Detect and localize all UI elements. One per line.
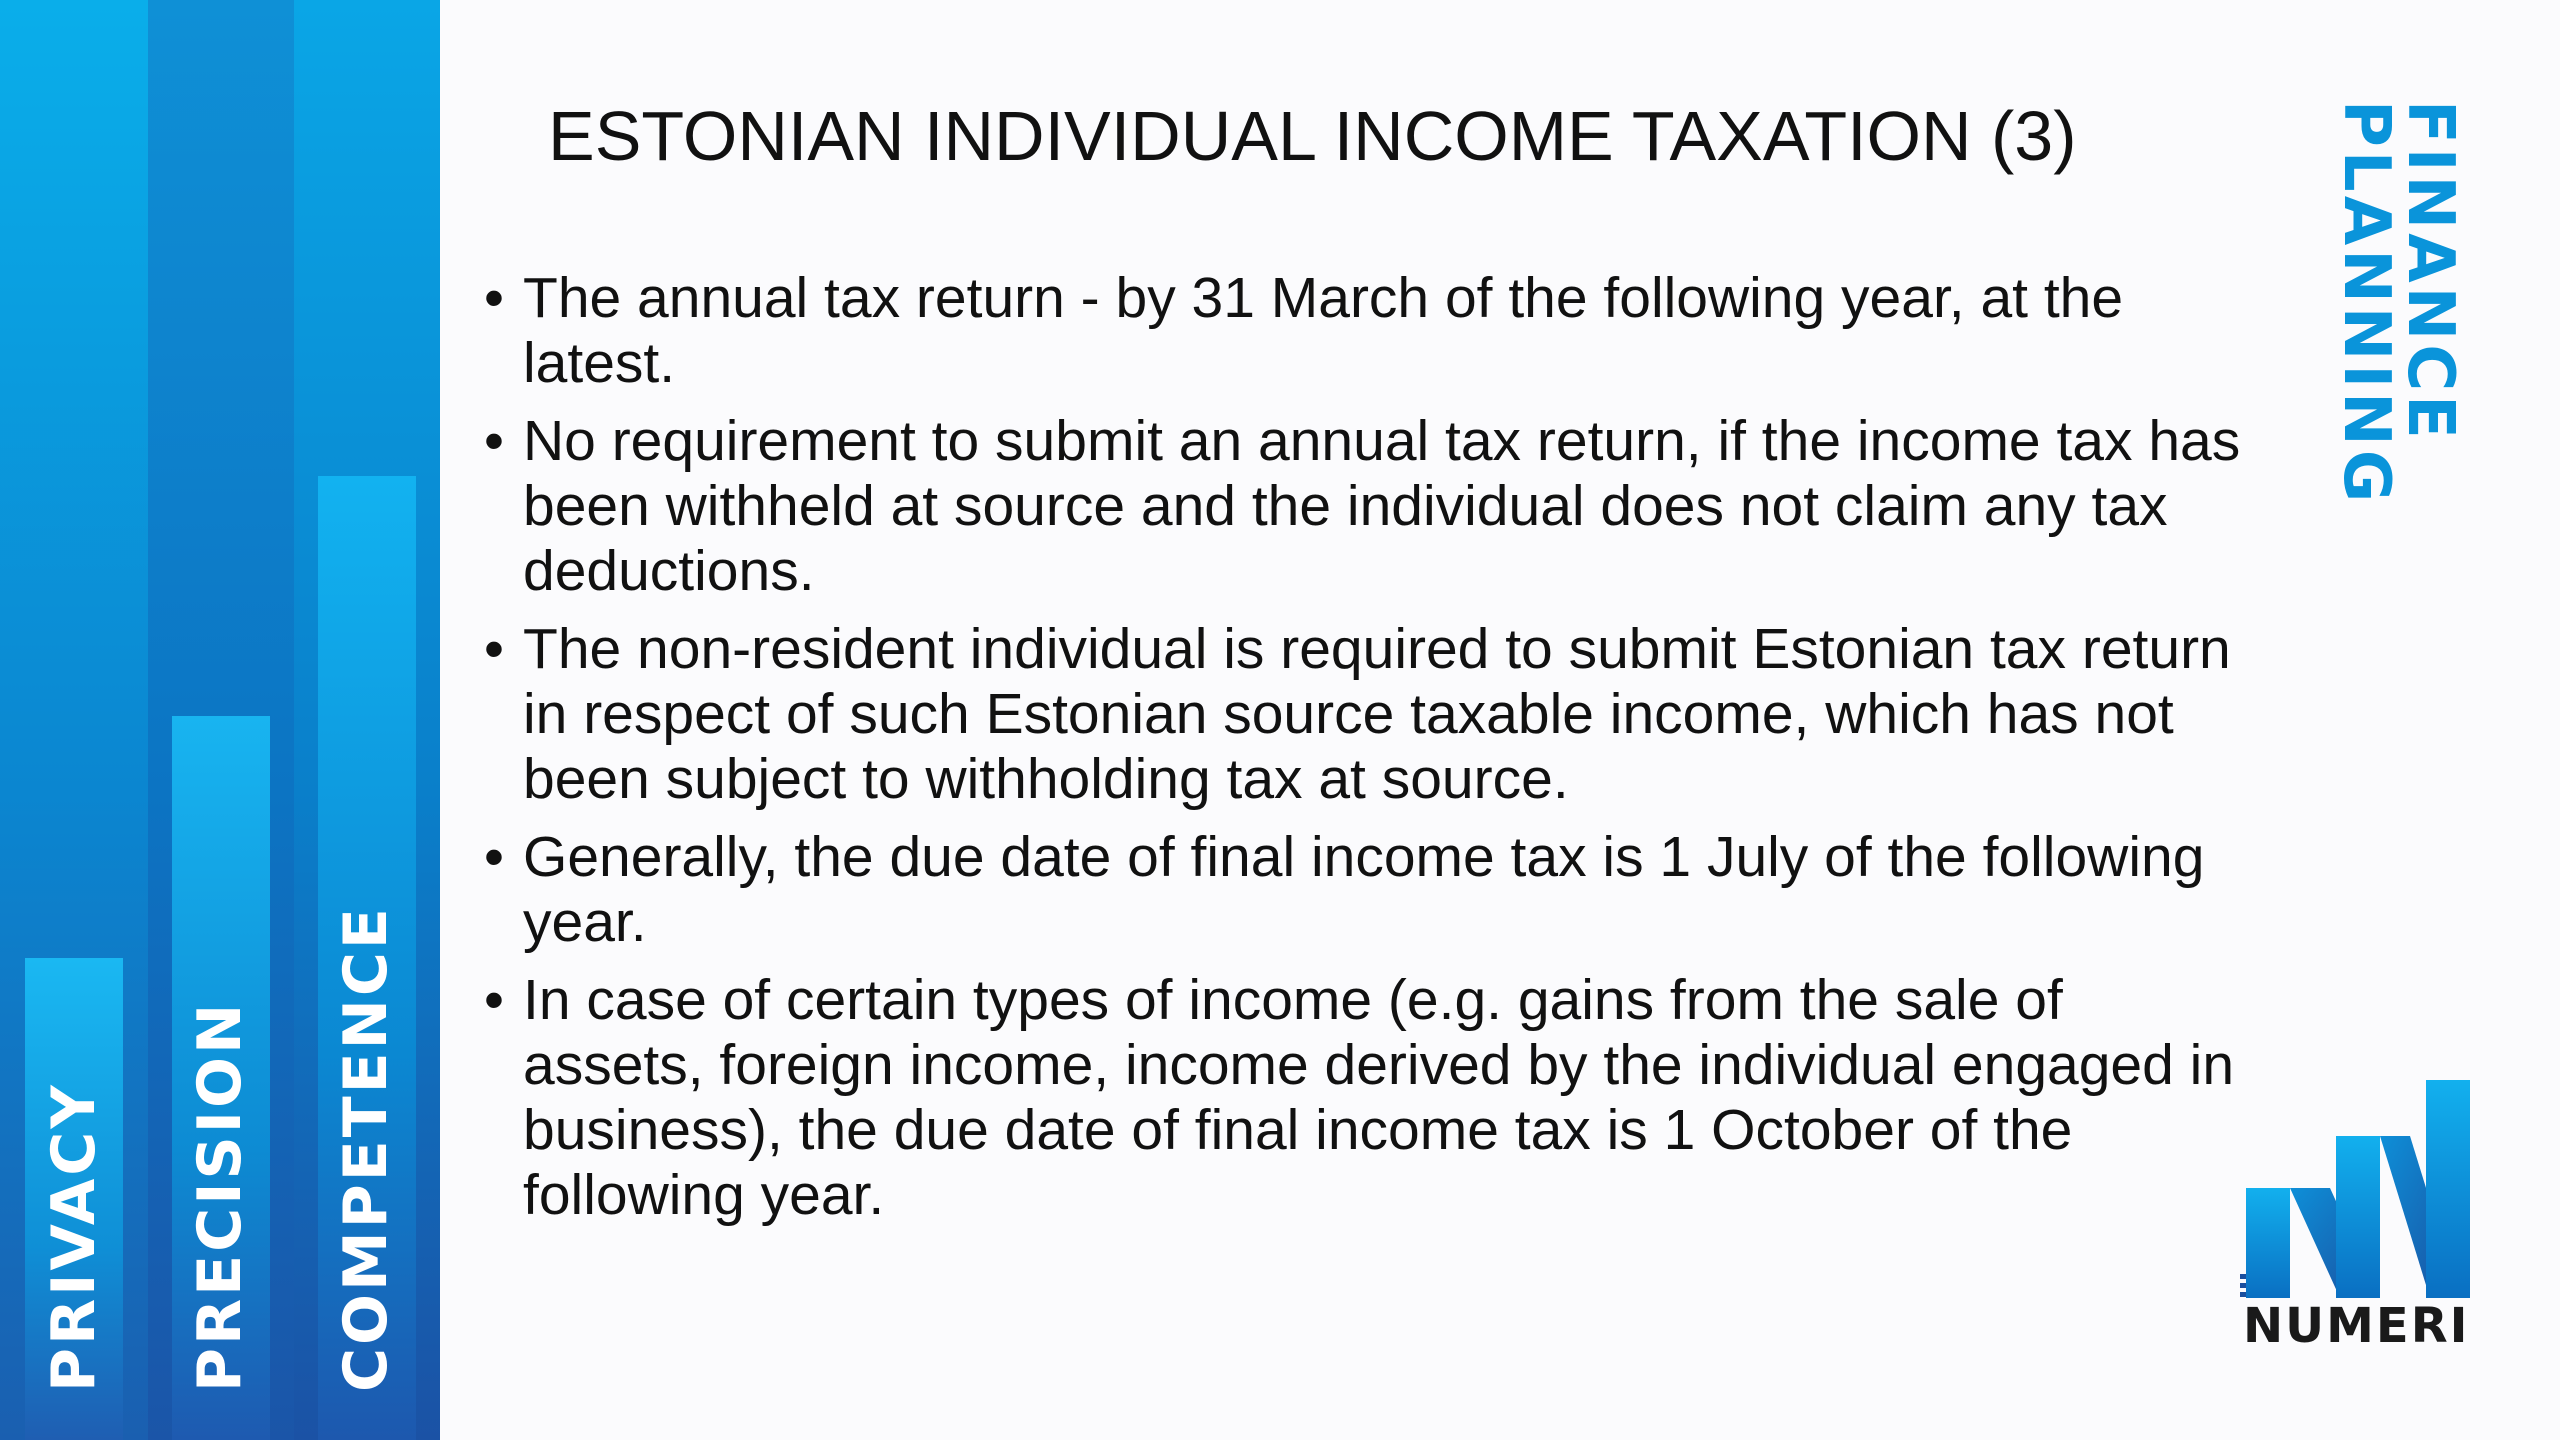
bullet-text: No requirement to submit an annual tax return, if the income tax has been withheld at source and the individual does not claim any tax deductions. [523,409,2241,603]
bullet-text: Generally, the due date of final income tax is 1 July of the following year. [523,825,2205,954]
bullet-marker: • [484,266,504,330]
tagline-line-finance: FINANCE [2393,100,2467,443]
numeri-logo-text: NUMERI [2243,1298,2470,1354]
sidebar-word-precision: PRECISION [185,1000,255,1392]
sidebar-word-competence: COMPETENCE [331,905,401,1392]
finance-planning-tagline [2329,100,2467,507]
left-decorative-panel [0,0,440,1440]
sidebar-word-privacy: PRIVACY [39,1082,109,1392]
bullet-item [484,409,2244,604]
bullet-list [484,266,2244,1241]
slide-title: ESTONIAN INDIVIDUAL INCOME TAXATION (3) [548,97,2077,175]
tagline-line-planning: PLANNING [2329,100,2403,507]
bullet-text: In case of certain types of income (e.g. gains from the sale of assets, foreign income, income derived by the individual engaged in business), the due date of final income tax is 1 October of the following year. [523,968,2235,1227]
bullet-marker: • [484,825,504,889]
bullet-text: The annual tax return - by 31 March of the following year, at the latest. [523,266,2124,395]
bullet-marker: • [484,409,504,473]
bullet-item [484,968,2244,1228]
bullet-text: The non-resident individual is required to submit Estonian tax return in respect of such Estonian source taxable income, which has not been subject to withholding tax at source. [523,617,2231,811]
bullet-marker: • [484,968,504,1032]
bullet-item [484,266,2244,396]
bullet-item [484,617,2244,812]
bullet-item [484,825,2244,955]
bullet-marker: • [484,617,504,681]
